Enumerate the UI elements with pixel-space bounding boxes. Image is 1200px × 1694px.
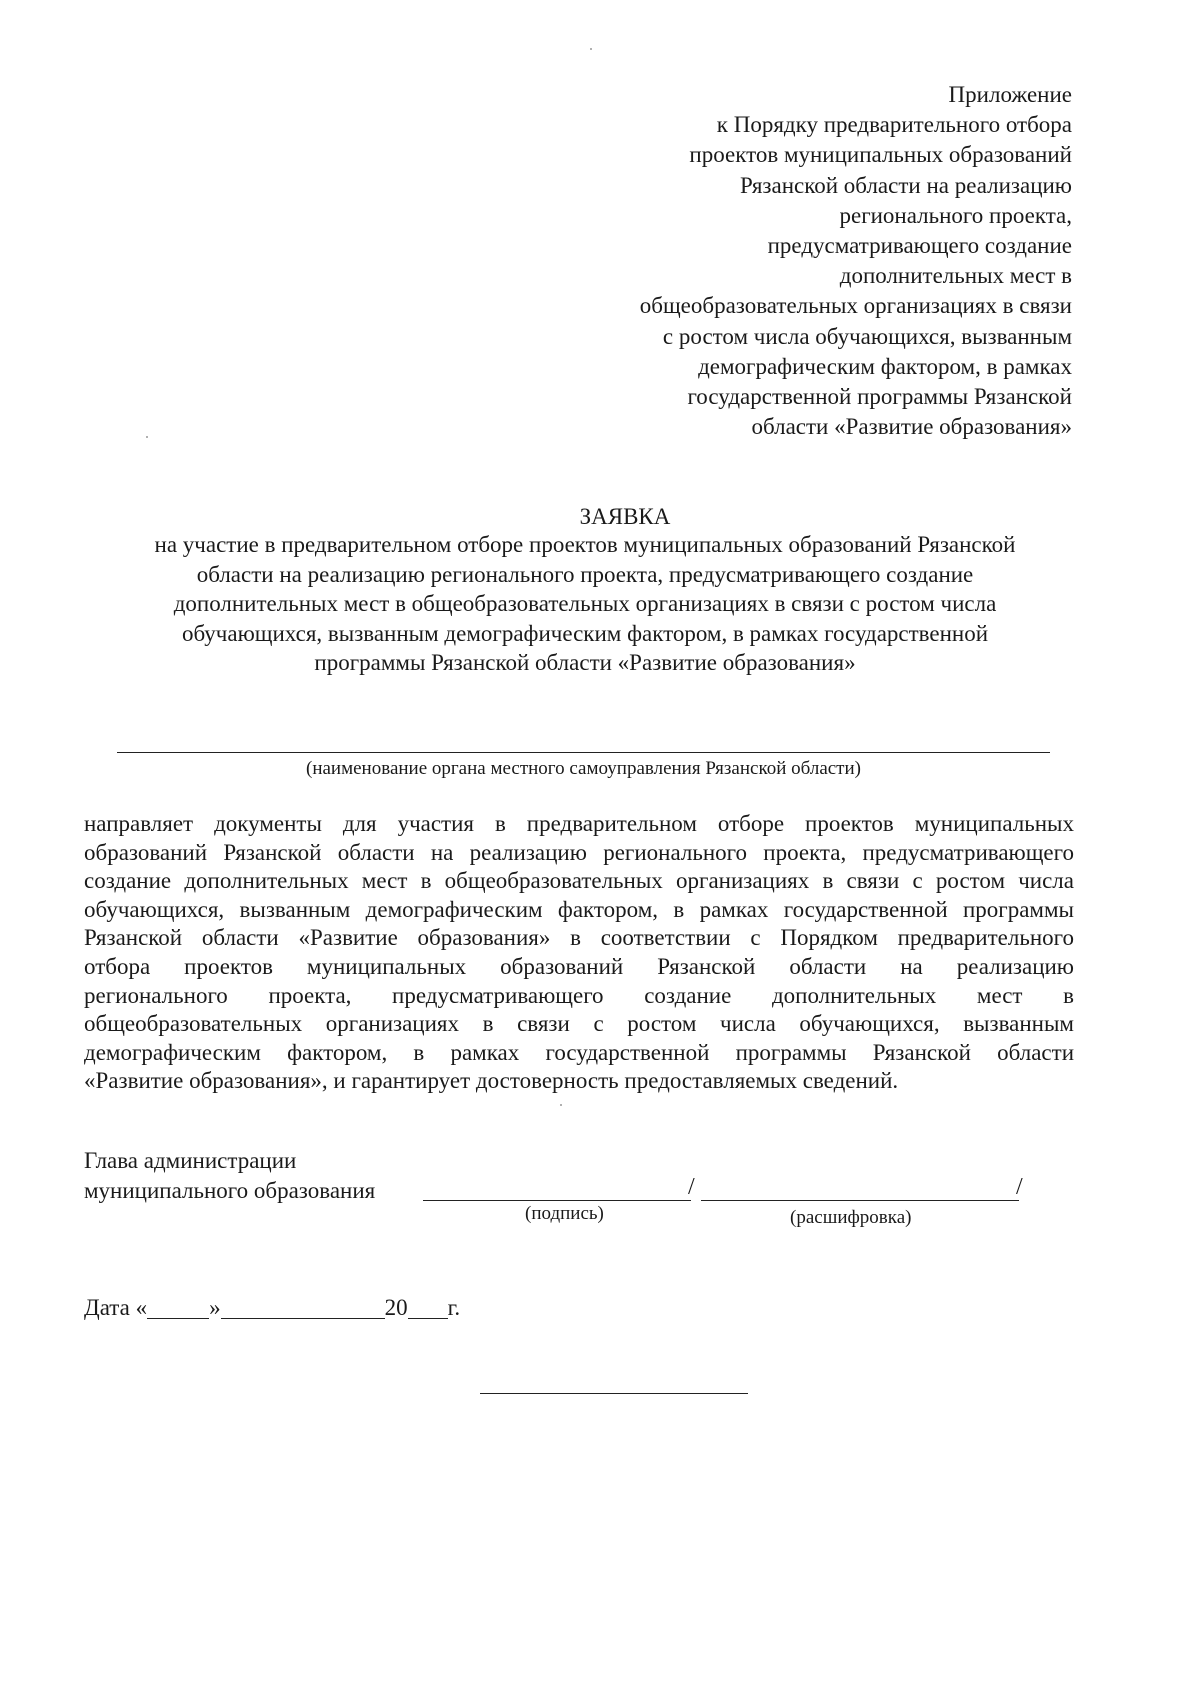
signatory-label-line: муниципального образования <box>84 1178 376 1203</box>
date-label: Дата « <box>84 1295 148 1320</box>
scan-speck <box>560 1104 562 1106</box>
closing-rule <box>480 1393 748 1394</box>
appendix-line: Рязанской области на реализацию <box>739 172 1072 198</box>
date-close-quote: » <box>209 1295 221 1320</box>
body-line: «Развитие образования», и гарантирует достоверность предоставляемых сведений. <box>84 1068 899 1094</box>
year-prefix: 20 <box>384 1295 408 1320</box>
decoding-fill-line <box>701 1200 1019 1201</box>
appendix-line: к Порядку предварительного отбора <box>716 112 1072 138</box>
appendix-line: демографическим фактором, в рамках <box>698 353 1072 379</box>
signature-caption: (подпись) <box>525 1203 604 1224</box>
body-line: регионального проекта, предусматривающего создание дополнительных мест в <box>84 982 1074 1008</box>
org-name-fill-line <box>117 752 1050 753</box>
appendix-line: дополнительных мест в <box>839 263 1072 289</box>
body-paragraph <box>84 810 1074 1096</box>
body-line: создание дополнительных мест в общеобразовательных организациях в связи с ростом числа <box>84 868 1074 894</box>
date-row <box>84 1293 460 1323</box>
signature-separator: / <box>688 1174 695 1200</box>
signatory-label <box>84 1146 375 1206</box>
body-line: Рязанской области «Развитие образования» в соответствии с Порядком предварительного <box>84 925 1074 951</box>
appendix-line: с ростом числа обучающихся, вызванным <box>662 323 1072 349</box>
body-line: отбора проектов муниципальных образований Рязанской области на реализацию <box>84 953 1074 979</box>
day-blank <box>147 1296 209 1319</box>
appendix-header <box>512 80 1072 442</box>
subtitle-line: дополнительных мест в общеобразовательных организациях в связи с ростом числа <box>173 591 997 616</box>
body-line: направляет документы для участия в предварительном отборе проектов муниципальных <box>84 811 1074 836</box>
year-blank <box>408 1296 448 1319</box>
signature-fill-line <box>423 1200 691 1201</box>
decoding-separator: / <box>1016 1174 1023 1200</box>
appendix-line: предусматривающего создание <box>767 233 1072 259</box>
document-subtitle <box>110 530 1060 678</box>
document-title: ЗАЯВКА <box>579 504 671 529</box>
subtitle-line: обучающихся, вызванным демографическим фактором, в рамках государственной <box>181 620 989 646</box>
year-suffix: г. <box>447 1295 461 1320</box>
scan-speck <box>590 48 592 50</box>
decoding-caption: (расшифровка) <box>790 1207 912 1228</box>
appendix-line: Приложение <box>948 82 1072 107</box>
subtitle-line: на участие в предварительном отборе проектов муниципальных образований Рязанской <box>154 532 1016 557</box>
body-line: общеобразовательных организациях в связи с ростом числа обучающихся, вызванным <box>84 1011 1074 1037</box>
appendix-line: регионального проекта, <box>839 202 1072 228</box>
body-line: образований Рязанской области на реализацию регионального проекта, предусматривающего <box>84 839 1074 865</box>
subtitle-line: программы Рязанской области «Развитие образования» <box>314 650 856 675</box>
body-line: обучающихся, вызванным демографическим фактором, в рамках государственной программы <box>84 896 1074 922</box>
appendix-line: проектов муниципальных образований <box>689 142 1072 168</box>
month-blank <box>221 1296 385 1319</box>
appendix-line: общеобразовательных организациях в связи <box>639 293 1072 319</box>
appendix-line: государственной программы Рязанской <box>687 384 1072 410</box>
org-name-caption: (наименование органа местного самоуправления Рязанской области) <box>306 758 861 779</box>
scan-speck <box>146 436 148 438</box>
subtitle-line: области на реализацию регионального проекта, предусматривающего создание <box>196 561 974 587</box>
signatory-label-line: Глава администрации <box>84 1148 297 1173</box>
appendix-line: области «Развитие образования» <box>751 414 1072 440</box>
body-line: демографическим фактором, в рамках государственной программы Рязанской области <box>84 1039 1074 1065</box>
